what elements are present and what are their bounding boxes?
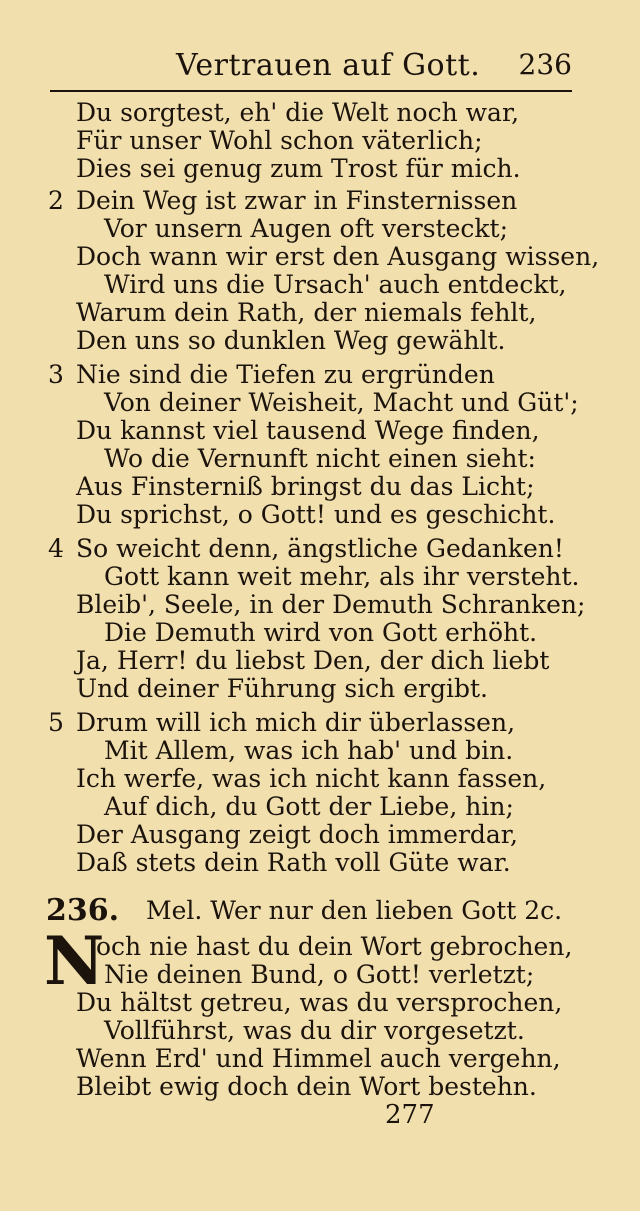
verse-line: Dies sei genug zum Trost für mich.: [76, 154, 521, 183]
verse-line: Die Demuth wird von Gott erhöht.: [104, 618, 538, 647]
melody-indication: Mel. Wer nur den lieben Gott 2c.: [146, 896, 563, 925]
verse-line: Drum will ich mich dir überlassen,: [76, 708, 516, 737]
verse-line: och nie hast du dein Wort gebrochen,: [96, 932, 573, 961]
verse-line: Auf dich, du Gott der Liebe, hin;: [104, 792, 514, 821]
header-rule: [50, 90, 572, 92]
verse-line: Dein Weg ist zwar in Finsternissen: [76, 186, 518, 215]
verse-line: Du sprichst, o Gott! und es geschicht.: [76, 500, 556, 529]
verse-line: Daß stets dein Rath voll Güte war.: [76, 848, 511, 877]
verse-line: Wo die Vernunft nicht einen sieht:: [104, 444, 536, 473]
stanza-number: 3: [48, 360, 64, 389]
verse-line: Aus Finsterniß bringst du das Licht;: [76, 472, 535, 501]
hymn-number-header: 236: [518, 48, 572, 81]
stanza-number: 4: [48, 534, 64, 563]
verse-line: Du sorgtest, eh' die Welt noch war,: [76, 98, 520, 127]
verse-line: Wenn Erd' und Himmel auch vergehn,: [76, 1044, 561, 1073]
verse-line: Bleibt ewig doch dein Wort bestehn.: [76, 1072, 537, 1101]
running-header: [48, 44, 588, 94]
verse-line: Von deiner Weisheit, Macht und Güt';: [104, 388, 579, 417]
verse-line: Den uns so dunklen Weg gewählt.: [76, 326, 506, 355]
verse-line: Bleib', Seele, in der Demuth Schranken;: [76, 590, 586, 619]
verse-line: Du kannst viel tausend Wege finden,: [76, 416, 540, 445]
stanza-number: 2: [48, 186, 64, 215]
drop-cap: N: [44, 922, 105, 1000]
verse-line: Nie sind die Tiefen zu ergründen: [76, 360, 495, 389]
verse-line: Wird uns die Ursach' auch entdeckt,: [104, 270, 567, 299]
verse-line: Ich werfe, was ich nicht kann fassen,: [76, 764, 547, 793]
verse-line: Doch wann wir erst den Ausgang wissen,: [76, 242, 600, 271]
verse-line: Vor unsern Augen oft versteckt;: [104, 214, 508, 243]
verse-line: Ja, Herr! du liebst Den, der dich liebt: [76, 646, 550, 675]
verse-line: Warum dein Rath, der niemals fehlt,: [76, 298, 537, 327]
verse-line: Für unser Wohl schon väterlich;: [76, 126, 483, 155]
verse-line: So weicht denn, ängstliche Gedanken!: [76, 534, 564, 563]
stanza-number: 5: [48, 708, 64, 737]
verse-line: Der Ausgang zeigt doch immerdar,: [76, 820, 518, 849]
page-folio: 277: [385, 1100, 435, 1130]
running-title: Vertrauen auf Gott.: [176, 48, 481, 83]
verse-line: Vollführst, was du dir vorgesetzt.: [104, 1016, 525, 1045]
verse-line: Du hältst getreu, was du versprochen,: [76, 988, 563, 1017]
verse-line: Und deiner Führung sich ergibt.: [76, 674, 488, 703]
verse-line: Gott kann weit mehr, als ihr versteht.: [104, 562, 580, 591]
hymn-number: 236.: [46, 893, 120, 928]
verse-line: Nie deinen Bund, o Gott! verletzt;: [104, 960, 535, 989]
verse-line: Mit Allem, was ich hab' und bin.: [104, 736, 514, 765]
